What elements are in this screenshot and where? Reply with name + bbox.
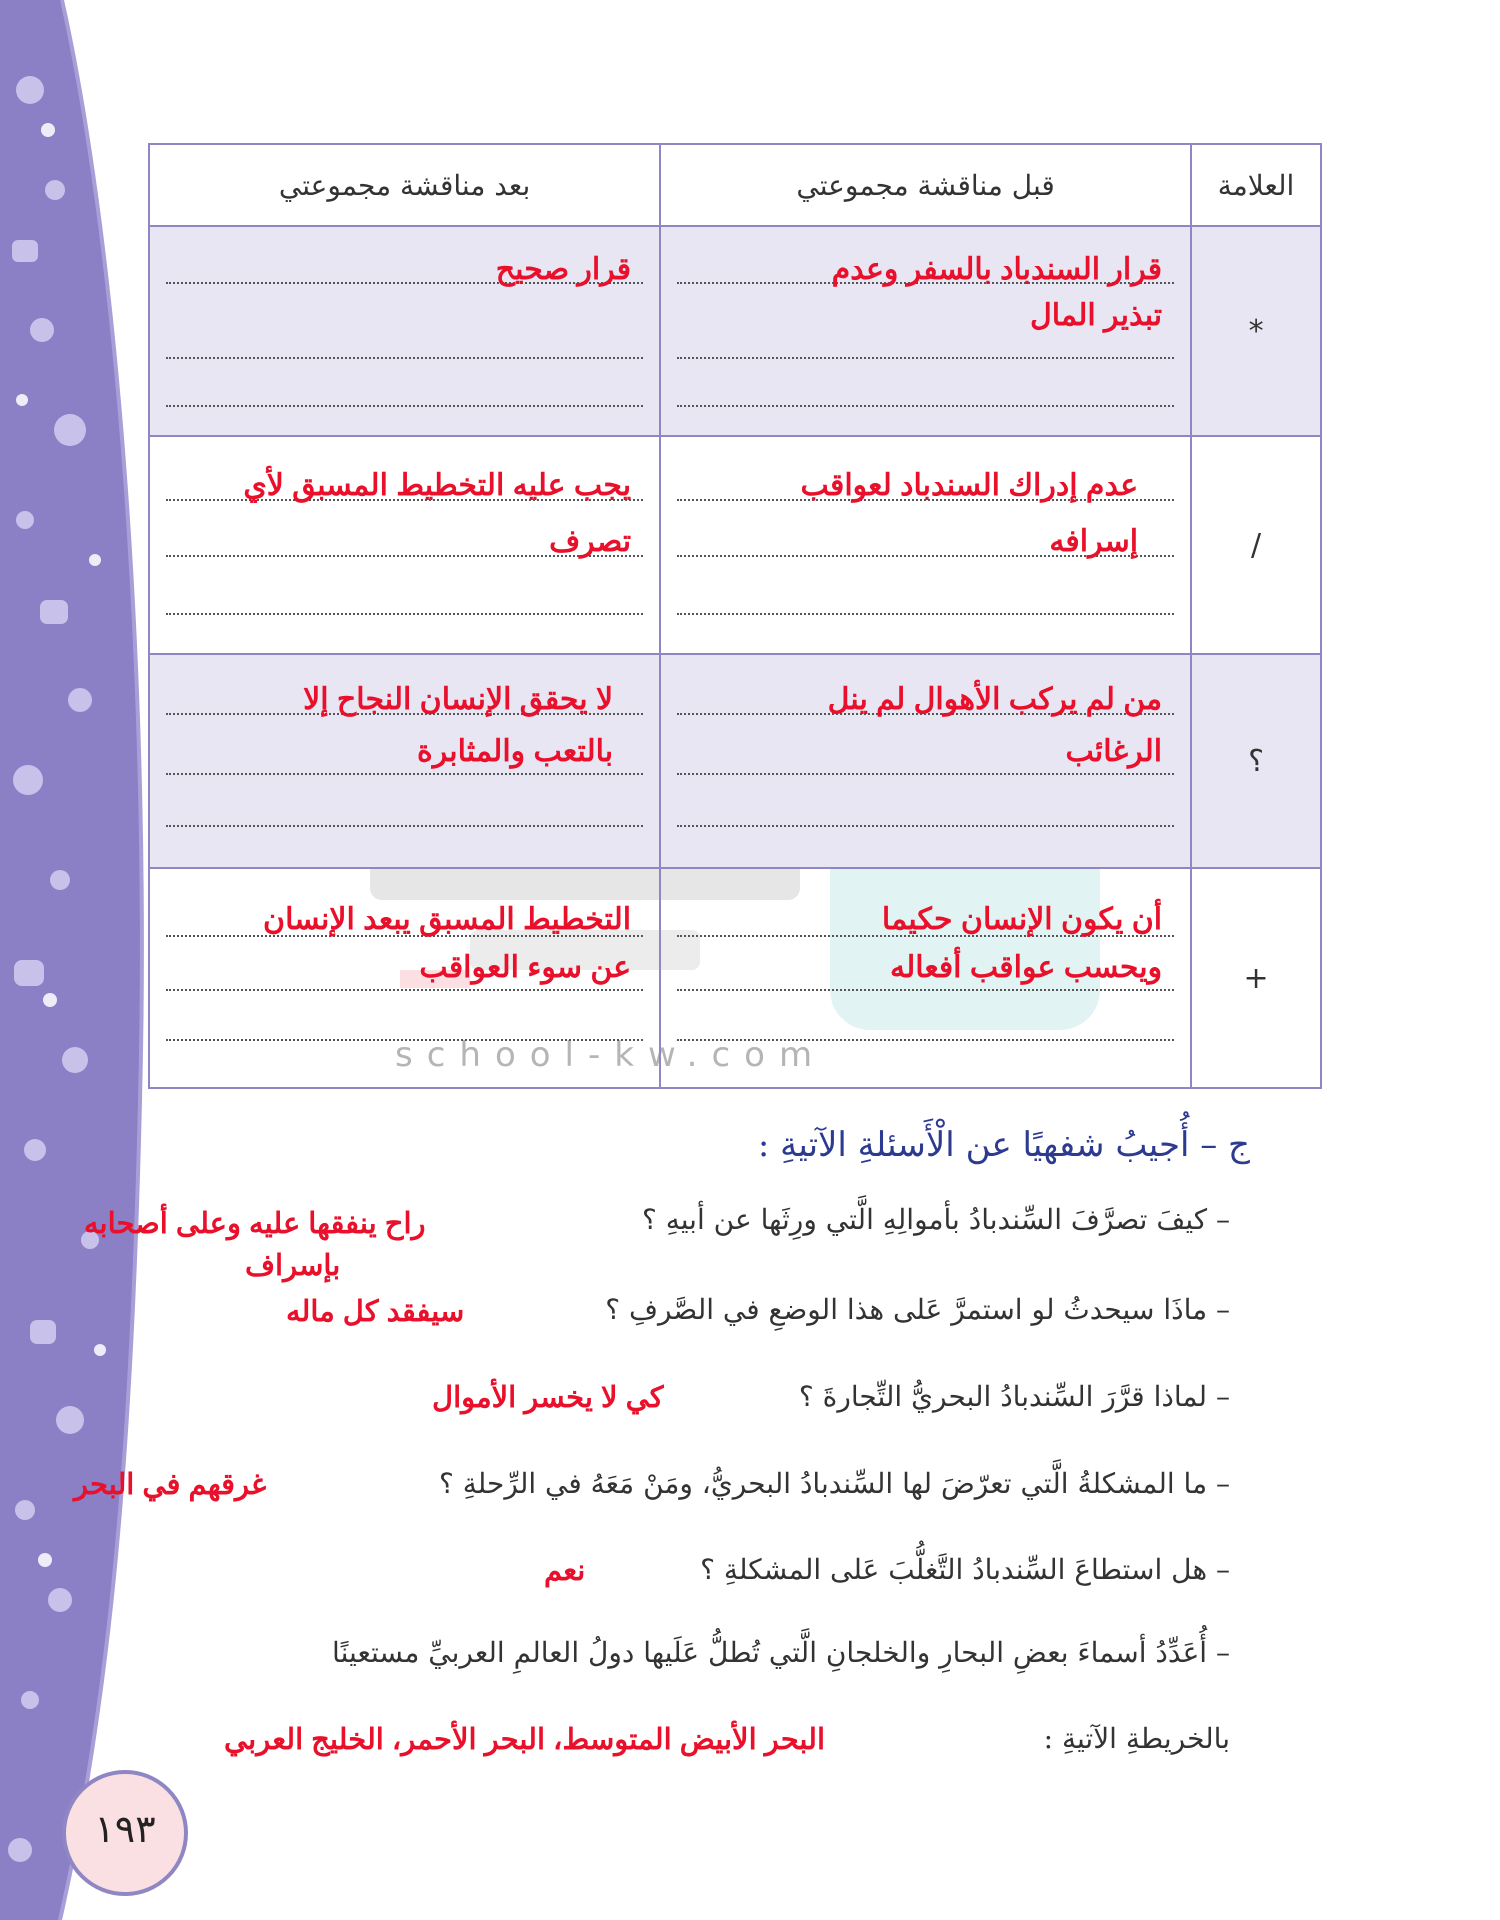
answer-line: إسرافه	[1049, 525, 1139, 558]
answer-text: راح ينفقها عليه وعلى أصحابه	[84, 1208, 426, 1240]
question-text: بالخريطةِ الآتيةِ :	[1043, 1722, 1230, 1755]
question-text: – هل استطاعَ السِّندبادُ التَّغلُّبَ عَلى المشكلةِ ؟	[700, 1553, 1230, 1586]
question-text: – ما المشكلةُ الَّتي تعرّضَ لها السِّندبادُ البحريُّ، ومَنْ مَعَهُ في الرِّحلةِ ؟	[439, 1467, 1230, 1500]
answer-text: نعم	[544, 1555, 586, 1587]
answer-line: أن يكون الإنسان حكيما	[881, 903, 1163, 936]
question-text: – كيفَ تصرَّفَ السِّندبادُ بأموالِهِ الَّتي ورِثَها عن أبيهِ ؟	[641, 1203, 1230, 1236]
answer-line: قرار صحيح	[495, 253, 632, 286]
answer-line: من لم يركب الأهوال لم ينل	[827, 683, 1163, 716]
answer-line: بالتعب والمثابرة	[417, 735, 614, 768]
header-before: قبل مناقشة مجموعتي	[660, 144, 1191, 226]
answer-line: عن سوء العواقب	[419, 951, 632, 984]
watermark-site: school-kw.com	[395, 1035, 827, 1075]
row-mark: +	[1191, 868, 1321, 1088]
question-text: – لماذا قرَّرَ السِّندبادُ البحريُّ التِّجارةَ ؟	[798, 1380, 1230, 1413]
before-cell	[661, 227, 1190, 435]
answer-line: التخطيط المسبق يبعد الإنسان	[263, 903, 632, 936]
row-mark: *	[1191, 226, 1321, 436]
answer-text: كي لا يخسر الأموال	[432, 1382, 664, 1414]
section-title: ج – أُجيبُ شفهيًا عن الْأَسئلةِ الآتيةِ :	[757, 1125, 1250, 1165]
before-cell	[661, 869, 1190, 1087]
question-text: – أُعَدِّدُ أسماءَ بعضِ البحارِ والخلجانِ الَّتي تُطلُّ عَلَيها دولُ العالمِ العربيِّ مستعينًا	[332, 1636, 1230, 1669]
after-cell	[150, 227, 659, 435]
answer-text: بإسراف	[245, 1250, 341, 1282]
comparison-table	[148, 143, 1322, 1089]
header-mark: العلامة	[1191, 144, 1321, 226]
answer-line: الرغائب	[1065, 735, 1163, 768]
after-cell	[150, 869, 659, 1087]
before-cell	[661, 437, 1190, 653]
row-mark: ؟	[1191, 654, 1321, 868]
page-number: ١٩٣	[62, 1770, 188, 1896]
answer-line: تبذير المال	[1029, 299, 1163, 332]
answer-line: عدم إدراك السندباد لعواقب	[800, 469, 1139, 502]
answer-text: سيفقد كل ماله	[286, 1296, 465, 1328]
answer-line: تصرف	[549, 525, 632, 558]
answer-line: لا يحقق الإنسان النجاح إلا	[303, 683, 614, 716]
question-text: – ماذَا سيحدثُ لو استمرَّ عَلى هذا الوضعِ في الصَّرفِ ؟	[605, 1293, 1230, 1326]
answer-line: يجب عليه التخطيط المسبق لأي	[243, 469, 632, 502]
after-cell	[150, 437, 659, 653]
decorative-sidebar	[0, 0, 170, 1920]
after-cell	[150, 655, 659, 867]
answer-text: غرقهم في البحر	[74, 1469, 267, 1501]
header-after: بعد مناقشة مجموعتي	[149, 144, 660, 226]
answer-text: البحر الأبيض المتوسط، البحر الأحمر، الخليج العربي	[224, 1724, 826, 1756]
before-cell	[661, 655, 1190, 867]
answer-line: ويحسب عواقب أفعاله	[889, 951, 1163, 984]
answer-line: قرار السندباد بالسفر وعدم	[831, 253, 1163, 286]
row-mark: /	[1191, 436, 1321, 654]
